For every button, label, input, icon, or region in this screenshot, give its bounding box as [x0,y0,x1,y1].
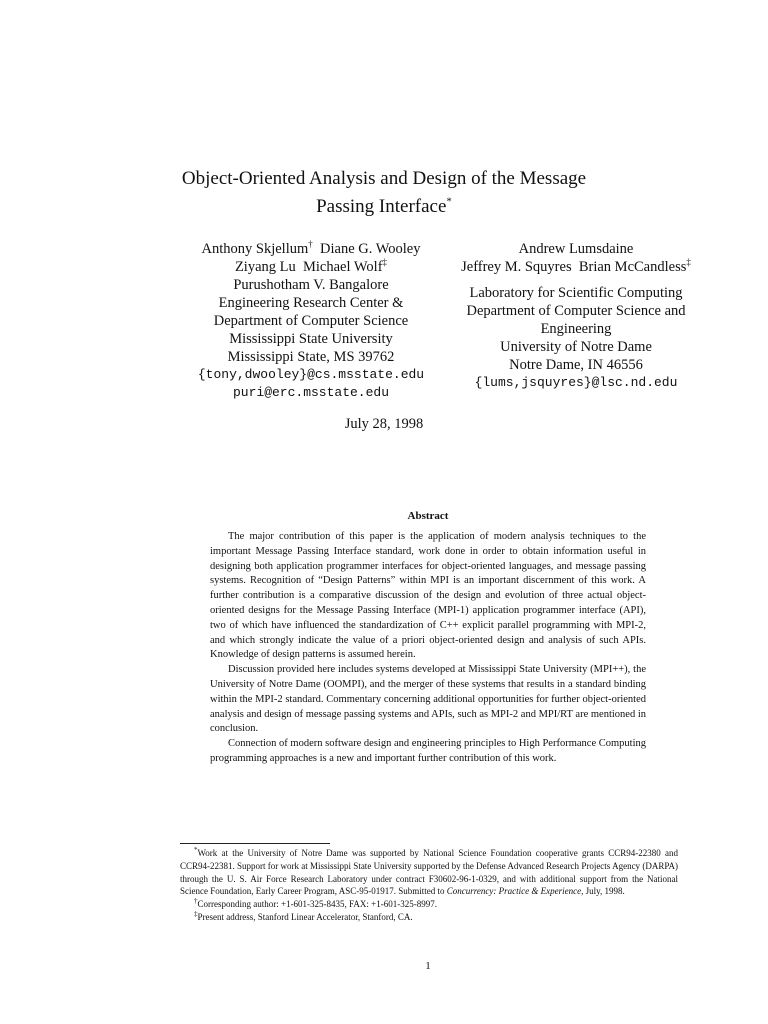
footnote-rule [180,843,330,844]
left-authors-line-2 [186,258,436,276]
left-affiliation-line-4: Mississippi State, MS 39762 [227,349,395,365]
left-email-2: puri@erc.msstate.edu [232,385,390,400]
footnote-1-mark: * [194,846,198,854]
paper-date: July 28, 1998 [344,416,424,432]
abstract-paragraph-2: Discussion provided here includes systems developed at Mississippi State University (MPI++), the University of Notre Dame (OOMPI), and the merger of these systems that results in a standard binding within the MPI-2 standard. Commentary concerning additional opportunities for further object-oriented analysis and design of message passing systems and APIs, such as MPI-2 and MPI/RT are mentioned in conclusion. [210,664,646,735]
title-footnote-mark: * [446,195,452,208]
footnote-2-text: Corresponding author: +1-601-325-8435, FAX: +1-601-325-8997. [197,899,437,910]
right-authors-line-2 [445,258,707,276]
abstract-paragraph-1: The major contribution of this paper is the application of modern analysis techniques to the important Message Passing Interface standard, work done in order to obtain information useful in designing both application programmer interfaces for object-oriented languages, and message passing systems. Recognition of “Design Patterns” within MPI is an important discernment of this work. A further contribution is a comparative discussion of the design and evolution of three actual object-oriented designs for the Message Passing Interface (MPI-1) application programmer interface (API), two of which have influenced the standardization of C++ explicit parallel programming with MPI-2, and which strongly indicate the value of a priori object-oriented design and analysis of such APIs. Knowledge of design patterns is assumed herein. [210,531,646,661]
title-line-2 [150,193,618,221]
footnotes [180,847,678,924]
right-affiliation-line-2: Department of Computer Science and [466,303,686,319]
footnote-2 [180,898,678,911]
right-affiliation-line-1: Laboratory for Scientific Computing [469,285,683,301]
footnote-1-text-a: Work at the University of Notre Dame was supported by National Science Foundation cooperative grants CCR94-22380 and CCR94-22381. Support for work at Mississippi State University supported by the Defense Advanced Research Projects Agency (DARPA) through the U. S. Air Force Research Laboratory under contract F30602-96-1-0329, and with additional support from the National Science Foundation, Early Career Program, ASC-95-01917. Submitted to [180,848,678,897]
author-mccandless: Brian McCandless [578,259,687,275]
right-affiliation-line-4: University of Notre Dame [500,339,652,355]
left-authors-line-1 [186,240,436,258]
right-author-block [445,240,707,392]
right-affiliation-line-3: Engineering [540,321,612,337]
author-skjellum-mark: † [308,239,313,250]
title-line-1: Object-Oriented Analysis and Design of the Message [181,168,587,189]
footnote-3-mark: ‡ [194,909,198,918]
footnote-1 [180,847,678,898]
footnote-3 [180,911,678,924]
author-wooley: Diane G. Wooley [320,241,421,257]
left-email-1: {tony,dwooley}@cs.msstate.edu [197,367,425,382]
right-email-1: {lums,jsquyres}@lsc.nd.edu [474,375,678,390]
author-skjellum: Anthony Skjellum [201,241,309,257]
left-author-block [186,240,436,402]
right-block-spacer [445,276,707,284]
footnote-1-text-b: , July, 1998. [581,886,625,897]
left-affiliation-line-3: Mississippi State University [229,331,393,347]
paper-title [150,165,618,221]
abstract-body [210,530,646,767]
left-affiliation-line-1: Engineering Research Center & [218,295,404,311]
abstract-heading: Abstract [407,510,449,522]
author-mccandless-mark: ‡ [686,257,691,268]
author-lumsdaine: Andrew Lumsdaine [518,241,634,257]
left-affiliation-line-2: Department of Computer Science [213,313,409,329]
right-affiliation-line-5: Notre Dame, IN 46556 [509,357,643,373]
author-lu: Ziyang Lu [234,259,296,275]
author-wolf-mark: ‡ [382,257,388,268]
author-wolf: Michael Wolf [303,259,383,275]
footnote-3-text: Present address, Stanford Linear Accelerator, Stanford, CA. [197,911,413,922]
abstract-paragraph-3: Connection of modern software design and engineering principles to High Performance Computing programming approaches is a new and important further contribution of this work. [210,738,646,764]
footnote-2-mark: † [194,897,198,906]
title-line-2-text: Passing Interface [316,196,447,217]
author-bangalore: Purushotham V. Bangalore [233,277,389,293]
page-number: 1 [425,960,431,972]
author-squyres: Jeffrey M. Squyres [461,259,572,275]
footnote-1-journal: Concurrency: Practice & Experience [446,886,582,897]
